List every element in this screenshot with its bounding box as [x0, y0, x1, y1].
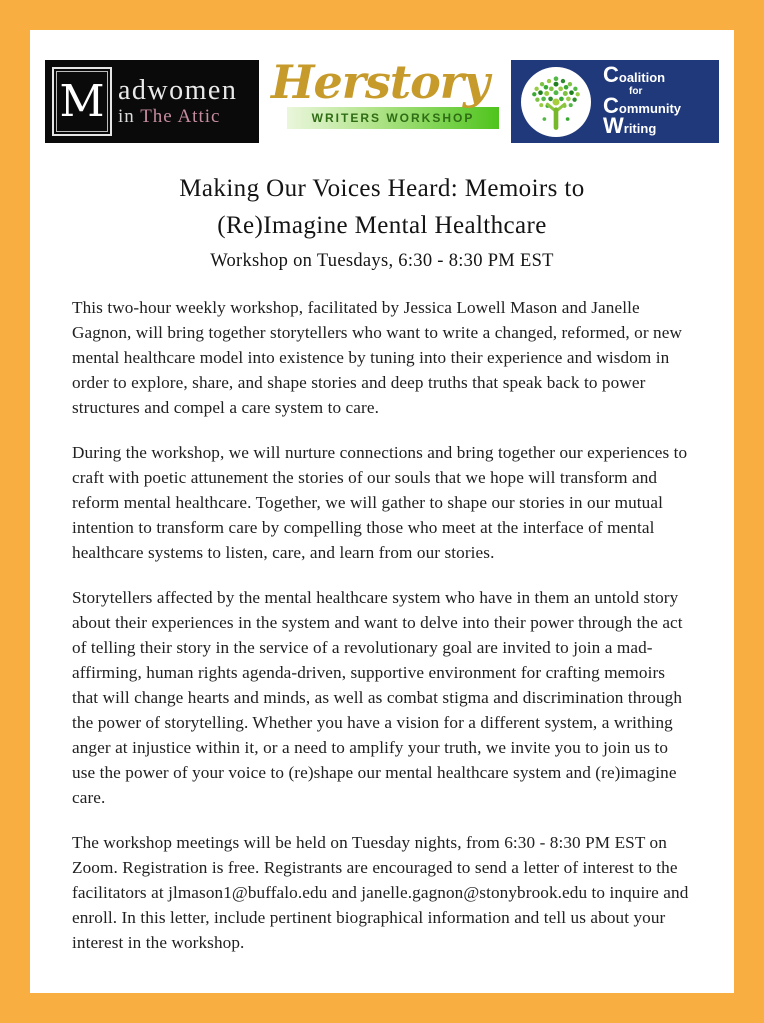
coalition-oalition: oalition [618, 70, 666, 85]
madwomen-initial: M [59, 75, 105, 127]
herstory-writers-workshop-logo [269, 54, 501, 145]
logo-row [45, 54, 719, 143]
coalition-c1: C [603, 62, 619, 87]
coalition-c2: C [603, 93, 619, 118]
illuminated-letter-m-icon [52, 67, 112, 136]
paragraph-workshop-goals: During the workshop, we will nurture connections and bring together our experiences to craft with poetic attunement the stories of our souls that we hope will transform and reform mental healthcare. Together, we will gather to shape our stories in our mutual intention to transform care by compelling those who meet at the interface of mental healthcare systems to listen, care, and learn from our stories. [72, 443, 688, 562]
flyer-page [30, 30, 734, 993]
tree-icon [521, 67, 591, 137]
madwomen-in-the-attic-logo [45, 60, 259, 143]
herstory-band-label: WRITERS WORKSHOP [287, 107, 499, 129]
coalition-line-3 [603, 113, 681, 138]
coalition-community-writing-logo [511, 60, 719, 143]
flyer-body [72, 295, 692, 955]
madwomen-logo-text [118, 76, 237, 127]
coalition-w: W [603, 113, 624, 138]
paragraph-registration-info: The workshop meetings will be held on Tuesday nights, from 6:30 - 8:30 PM EST on Zoom. Registration is free. Registrants are encouraged to send a letter of interest to the facilitators at jlmason1@buffalo.edu and janelle.gagnon@stonybrook.edu to inquire and enroll. In this letter, include pertinent biographical information and tell us about your interest in the workshop. [72, 833, 689, 952]
tree-icon-svg [525, 71, 587, 133]
coalition-logo-text [603, 62, 682, 138]
madwomen-subtitle-the-attic: The Attic [140, 106, 221, 127]
madwomen-subtitle-in: in [118, 106, 135, 127]
title-block [30, 170, 734, 274]
madwomen-name: adwomen [118, 75, 238, 106]
coalition-line-1 [603, 62, 681, 87]
page-title-line2: (Re)Imagine Mental Healthcare [217, 212, 547, 239]
page-title-line1: Making Our Voices Heard: Memoirs to [179, 175, 585, 202]
paragraph-workshop-overview: This two-hour weekly workshop, facilitated by Jessica Lowell Mason and Janelle Gagnon, will bring together storytellers who want to write a changed, reformed, or new mental healthcare model into existence by tuning into their experience and wisdom in order to explore, share, and shape stories and deep truths that speak back to power structures and compel a care system to care. [72, 298, 682, 417]
coalition-line-for: for [629, 86, 643, 97]
workshop-schedule-subtitle: Workshop on Tuesdays, 6:30 - 8:30 PM EST [210, 251, 554, 271]
paragraph-invitation: Storytellers affected by the mental healthcare system who have in them an untold story about their experiences in the system and want to delve into their power through the act of telling their story in the service of a revolutionary goal are invited to join a mad-affirming, human rights agenda-driven, supportive environment for crafting memoirs that will change hearts and minds, as well as combat stigma and discrimination through the power of storytelling. Whether you have a vision for a different system, a writhing anger at injustice within it, or a need to amplify your truth, we invite you to join us to use the power of your voice to (re)shape our mental healthcare system and (re)imagine care. [72, 588, 683, 807]
madwomen-subtitle [118, 106, 237, 127]
coalition-riting: riting [623, 121, 657, 136]
coalition-ommunity: ommunity [618, 101, 682, 116]
herstory-script-wordmark: Herstory [271, 54, 489, 109]
